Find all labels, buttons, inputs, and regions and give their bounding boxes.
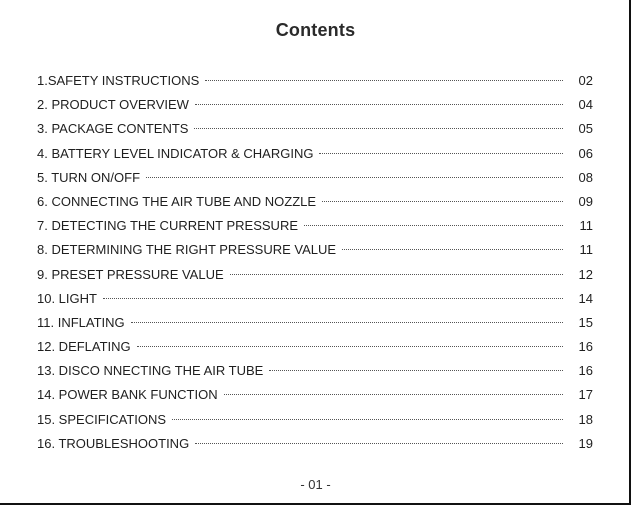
toc-entry-page: 09 — [578, 193, 593, 209]
toc-entry[interactable] — [37, 359, 593, 383]
toc-entry-page: 17 — [578, 387, 593, 403]
toc-entry-label: 15. SPECIFICATIONS — [37, 411, 167, 427]
toc-entry-label: 9. PRESET PRESSURE VALUE — [37, 266, 224, 282]
toc-entry-page: 11 — [579, 242, 593, 258]
toc-leader-dots — [269, 370, 563, 371]
toc-entry[interactable] — [37, 311, 593, 335]
toc-leader-dots — [230, 274, 563, 275]
toc-entry[interactable] — [37, 142, 593, 166]
toc-entry[interactable] — [37, 93, 593, 117]
toc-leader-dots — [194, 128, 563, 129]
toc-leader-dots — [342, 249, 563, 250]
toc-entry-label: 6. CONNECTING THE AIR TUBE AND NOZZLE — [37, 193, 317, 209]
toc-entry-label: 8. DETERMINING THE RIGHT PRESSURE VALUE — [37, 242, 337, 258]
toc-entry-label: 16. TROUBLESHOOTING — [37, 435, 190, 451]
toc-entry[interactable] — [37, 214, 593, 238]
toc-entry-label: 2. PRODUCT OVERVIEW — [37, 97, 189, 113]
toc-entry[interactable] — [37, 190, 593, 214]
toc-entry-label: 11. INFLATING — [37, 314, 125, 330]
toc-entry-page: 19 — [578, 435, 593, 451]
page-title: Contents — [275, 20, 356, 40]
toc-entry-page: 11 — [579, 218, 593, 234]
toc-entry[interactable] — [37, 69, 593, 93]
toc-leader-dots — [224, 394, 563, 395]
toc-entry-label: 3. PACKAGE CONTENTS — [37, 121, 189, 137]
toc-leader-dots — [205, 80, 563, 81]
toc-entry-label: 10. LIGHT — [37, 290, 97, 306]
toc-entry-label: 12. DEFLATING — [37, 339, 131, 355]
toc-entry-page: 12 — [578, 266, 593, 282]
toc-entry-page: 05 — [578, 121, 593, 137]
toc-entry[interactable] — [37, 408, 593, 432]
toc-entry[interactable] — [37, 287, 593, 311]
toc-leader-dots — [103, 298, 563, 299]
toc-leader-dots — [195, 443, 563, 444]
table-of-contents — [37, 69, 593, 456]
toc-entry-label: 1.SAFETY INSTRUCTIONS — [37, 73, 200, 88]
toc-leader-dots — [172, 419, 563, 420]
toc-entry-page: 04 — [578, 97, 593, 113]
toc-entry-page: 16 — [578, 363, 593, 379]
toc-leader-dots — [319, 153, 563, 154]
toc-leader-dots — [131, 322, 563, 323]
toc-entry-label: 14. POWER BANK FUNCTION — [37, 387, 218, 403]
toc-entry-label: 7. DETECTING THE CURRENT PRESSURE — [37, 218, 299, 234]
toc-entry-label: 5. TURN ON/OFF — [37, 169, 141, 185]
toc-entry[interactable] — [37, 335, 593, 359]
toc-entry-label: 13. DISCO NNECTING THE AIR TUBE — [37, 363, 264, 379]
toc-entry[interactable] — [37, 166, 593, 190]
toc-entry[interactable] — [37, 383, 593, 407]
toc-entry-page: 16 — [578, 339, 593, 355]
toc-entry-page: 02 — [578, 73, 593, 88]
toc-leader-dots — [146, 177, 563, 178]
toc-leader-dots — [195, 104, 563, 105]
toc-leader-dots — [322, 201, 563, 202]
toc-entry-label: 4. BATTERY LEVEL INDICATOR & CHARGING — [37, 145, 314, 161]
toc-entry[interactable] — [37, 432, 593, 456]
toc-entry-page: 08 — [578, 169, 593, 185]
toc-leader-dots — [137, 346, 563, 347]
toc-leader-dots — [304, 225, 563, 226]
toc-entry[interactable] — [37, 117, 593, 141]
toc-entry-page: 06 — [578, 145, 593, 161]
page-number: - 01 - — [300, 477, 331, 492]
toc-entry[interactable] — [37, 263, 593, 287]
toc-entry-page: 18 — [578, 411, 593, 427]
toc-entry[interactable] — [37, 238, 593, 262]
toc-entry-page: 14 — [578, 290, 593, 306]
toc-entry-page: 15 — [578, 314, 593, 330]
